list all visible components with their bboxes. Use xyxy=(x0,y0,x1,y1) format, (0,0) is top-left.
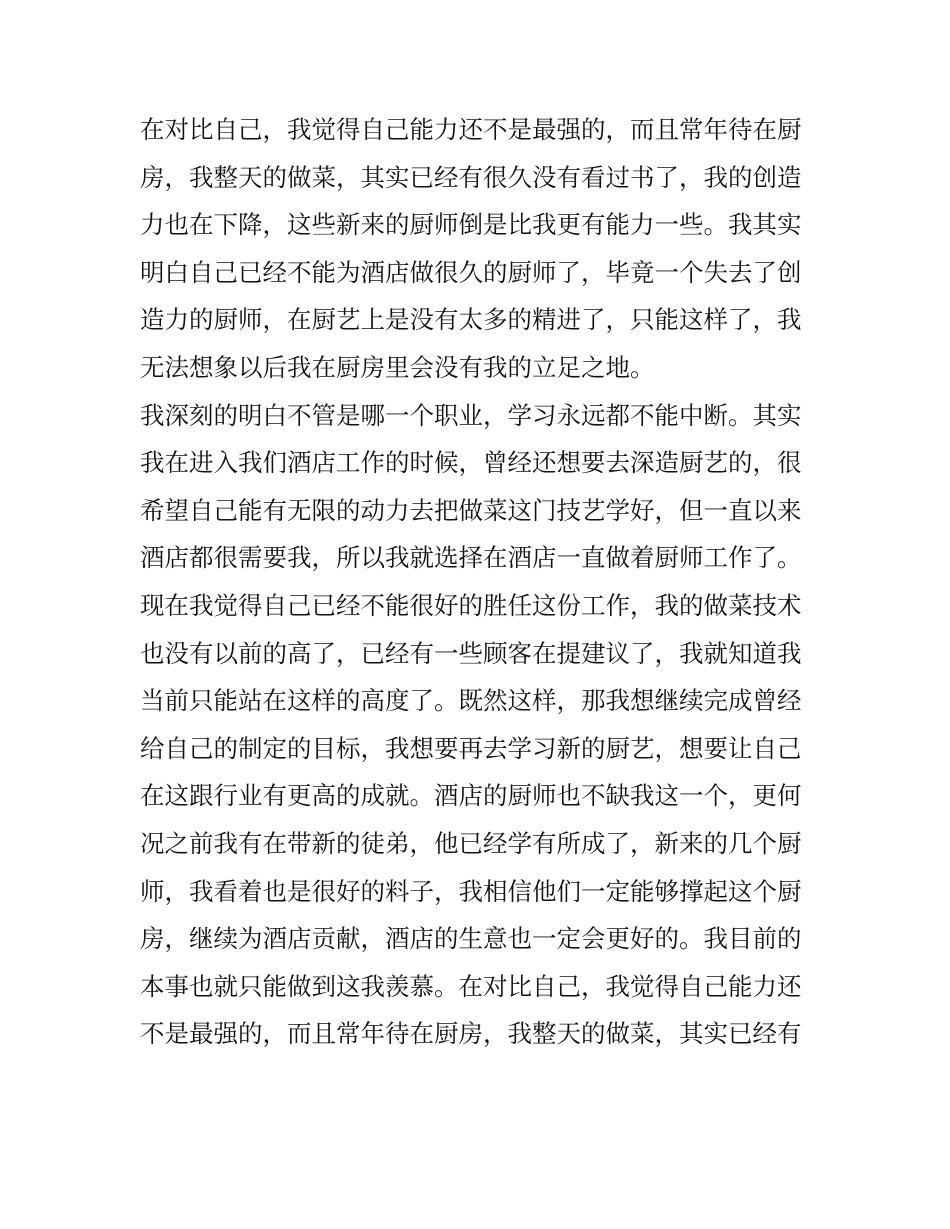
text-line: 明白自己已经不能为酒店做很久的厨师了，毕竟一个失去了创 xyxy=(140,257,802,287)
text-line: 酒店都很需要我，所以我就选择在酒店一直做着厨师工作了。 xyxy=(140,543,802,573)
text-line: 我在进入我们酒店工作的时候，曾经还想要去深造厨艺的，很 xyxy=(140,448,802,478)
text-line: 师，我看着也是很好的料子，我相信他们一定能够撑起这个厨 xyxy=(140,876,802,906)
text-line: 当前只能站在这样的高度了。既然这样，那我想继续完成曾经 xyxy=(140,686,802,716)
text-line: 希望自己能有无限的动力去把做菜这门技艺学好，但一直以来 xyxy=(140,495,802,525)
text-line: 现在我觉得自己已经不能很好的胜任这份工作，我的做菜技术 xyxy=(140,590,802,620)
body-text xyxy=(140,106,820,1058)
text-line: 房，继续为酒店贡献，酒店的生意也一定会更好的。我目前的 xyxy=(140,924,802,954)
text-line: 给自己的制定的目标，我想要再去学习新的厨艺，想要让自己 xyxy=(140,733,802,763)
text-line: 不是最强的，而且常年待在厨房，我整天的做菜，其实已经有 xyxy=(140,1019,802,1049)
text-line: 我深刻的明白不管是哪一个职业，学习永远都不能中断。其实 xyxy=(140,400,802,430)
text-line: 在这跟行业有更高的成就。酒店的厨师也不缺我这一个，更何 xyxy=(140,781,802,811)
text-line: 也没有以前的高了，已经有一些顾客在提建议了，我就知道我 xyxy=(140,638,802,668)
text-line: 无法想象以后我在厨房里会没有我的立足之地。 xyxy=(140,352,655,382)
text-line: 房，我整天的做菜，其实已经有很久没有看过书了，我的创造 xyxy=(140,162,802,192)
text-line: 造力的厨师，在厨艺上是没有太多的精进了，只能这样了，我 xyxy=(140,305,802,335)
text-line: 本事也就只能做到这我羡慕。在对比自己，我觉得自己能力还 xyxy=(140,971,802,1001)
text-line: 力也在下降，这些新来的厨师倒是比我更有能力一些。我其实 xyxy=(140,210,802,240)
text-line: 况之前我有在带新的徒弟，他已经学有所成了，新来的几个厨 xyxy=(140,828,802,858)
text-line: 在对比自己，我觉得自己能力还不是最强的，而且常年待在厨 xyxy=(140,115,802,144)
